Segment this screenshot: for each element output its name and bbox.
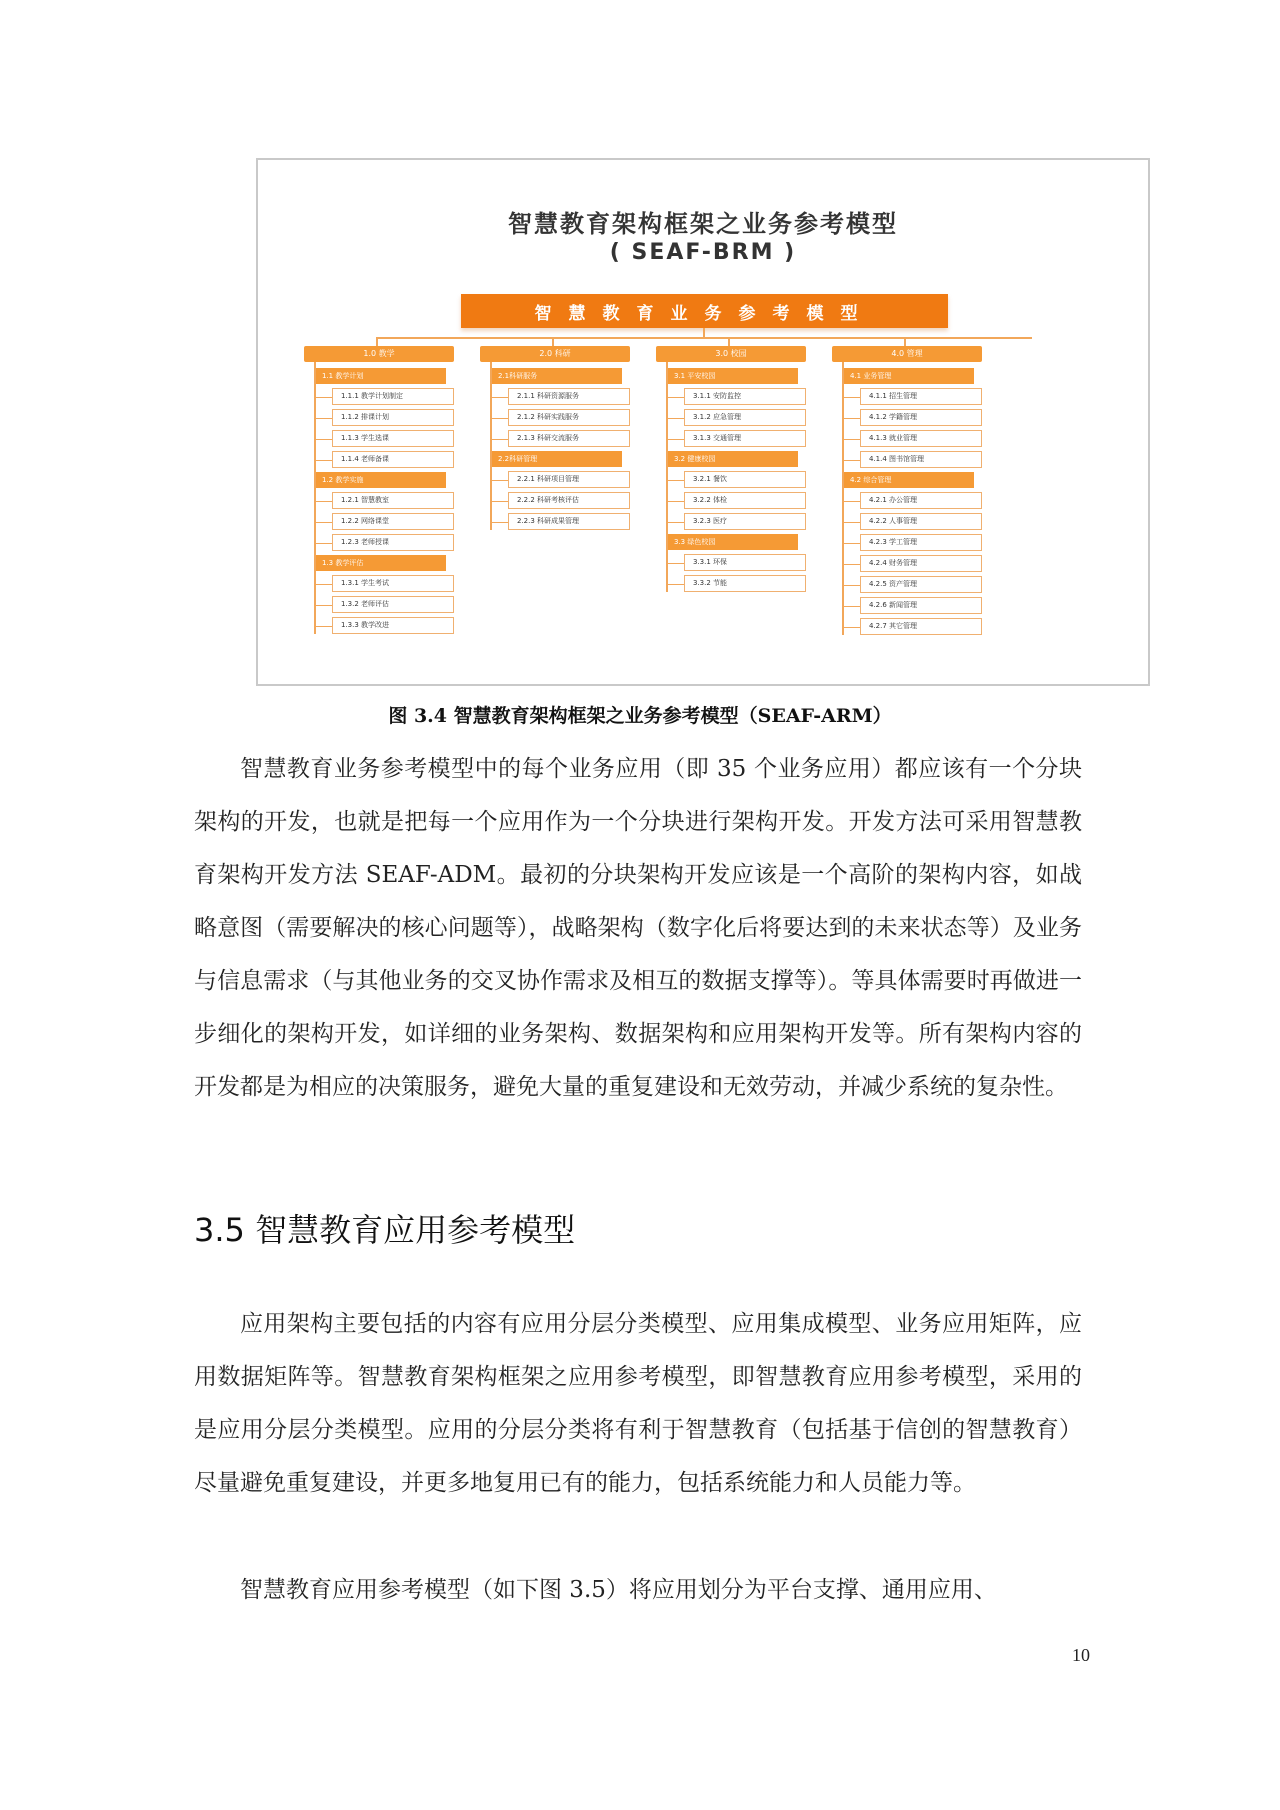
leaf-item: 4.1.3 就业管理 [860, 430, 982, 447]
leaf-item: 4.2.5 资产管理 [860, 576, 982, 593]
leaf-item: 3.2.3 医疗 [684, 513, 806, 530]
leaf-item: 1.3.1 学生考试 [332, 575, 454, 592]
body-paragraph: 应用架构主要包括的内容有应用分层分类模型、应用集成模型、业务应用矩阵，应用数据矩阵等。智慧教育架构框架之应用参考模型，即智慧教育应用参考模型，采用的是应用分层分类模型。应用的分层分类将有利于智慧教育（包括基于信创的智慧教育）尽量避免重复建设，并更多地复用已有的能力，包括系统能力和人员能力等。 [194, 1311, 1082, 1496]
figure-subtitle: ( SEAF-BRM ) [609, 240, 797, 265]
leaf-item: 4.2.2 人事管理 [860, 513, 982, 530]
leaf-item: 1.3.3 教学改进 [332, 617, 454, 634]
group-header: 3.1 平安校园 [668, 368, 798, 384]
leaf-item: 4.1.2 学籍管理 [860, 409, 982, 426]
diagram-column [480, 346, 630, 534]
leaf-item: 1.1.4 老师备课 [332, 451, 454, 468]
leaf-item: 2.1.3 科研交流服务 [508, 430, 630, 447]
section-heading: 3.5 智慧教育应用参考模型 [194, 1211, 576, 1249]
column-header: 4.0 管理 [832, 346, 982, 362]
leaf-item: 1.1.1 教学计划制定 [332, 388, 454, 405]
figure-title: 智慧教育架构框架之业务参考模型 [508, 210, 898, 238]
leaf-item: 1.1.2 排课计划 [332, 409, 454, 426]
leaf-item: 4.1.1 招生管理 [860, 388, 982, 405]
leaf-item: 3.1.3 交通管理 [684, 430, 806, 447]
leaf-item: 4.2.7 其它管理 [860, 618, 982, 635]
group-header: 4.1 业务管理 [844, 368, 974, 384]
leaf-item: 2.1.1 科研资源服务 [508, 388, 630, 405]
leaf-item: 1.1.3 学生选课 [332, 430, 454, 447]
leaf-item: 3.2.2 体检 [684, 492, 806, 509]
group-header: 2.1科研服务 [492, 368, 622, 384]
leaf-item: 1.3.2 老师评估 [332, 596, 454, 613]
leaf-item: 4.2.3 学工管理 [860, 534, 982, 551]
model-banner: 智慧教育业务参考模型 [461, 294, 948, 328]
leaf-item: 1.2.3 老师授课 [332, 534, 454, 551]
leaf-item: 4.2.6 新闻管理 [860, 597, 982, 614]
leaf-item: 2.2.3 科研成果管理 [508, 513, 630, 530]
group-header: 1.3 教学评估 [316, 555, 446, 571]
column-header: 3.0 校园 [656, 346, 806, 362]
group-header: 1.1 教学计划 [316, 368, 446, 384]
diagram-column [304, 346, 454, 638]
group-header: 4.2 综合管理 [844, 472, 974, 488]
leaf-item: 4.2.1 办公管理 [860, 492, 982, 509]
leaf-item: 1.2.1 智慧教室 [332, 492, 454, 509]
column-body [666, 362, 806, 592]
leaf-item: 1.2.2 网络课堂 [332, 513, 454, 530]
leaf-item: 2.2.2 科研考核评估 [508, 492, 630, 509]
leaf-item: 3.3.1 环保 [684, 554, 806, 571]
diagram-column [656, 346, 806, 596]
column-header: 1.0 教学 [304, 346, 454, 362]
column-body [842, 362, 982, 635]
column-body [314, 362, 454, 634]
group-header: 2.2科研管理 [492, 451, 622, 467]
leaf-item: 2.1.2 科研实践服务 [508, 409, 630, 426]
column-header: 2.0 科研 [480, 346, 630, 362]
body-paragraph: 智慧教育业务参考模型中的每个业务应用（即 35 个业务应用）都应该有一个分块架构的开发，也就是把每一个应用作为一个分块进行架构开发。开发方法可采用智慧教育架构开发方法 SEAF-ADM。最初的分块架构开发应该是一个高阶的架构内容，如战略意图（需要解决的核心问题等），战略架构（数字化后将要达到的未来状态等）及业务与信息需求（与其他业务的交叉协作需求及相互的数据支撑等）。等具体需要时再做进一步细化的架构开发，如详细的业务架构、数据架构和应用架构开发等。所有架构内容的开发都是为相应的决策服务，避免大量的重复建设和无效劳动，并减少系统的复杂性。 [194, 756, 1082, 1100]
leaf-item: 2.2.1 科研项目管理 [508, 471, 630, 488]
body-paragraph: 智慧教育应用参考模型（如下图 3.5）将应用划分为平台支撑、通用应用、 [240, 1577, 997, 1603]
group-header: 1.2 教学实施 [316, 472, 446, 488]
columns-connector [376, 337, 1032, 339]
leaf-item: 3.1.2 应急管理 [684, 409, 806, 426]
diagram-column [832, 346, 982, 639]
page-number: 10 [1072, 1645, 1090, 1665]
figure-caption: 图 3.4 智慧教育架构框架之业务参考模型（SEAF-ARM） [388, 705, 892, 727]
leaf-item: 3.3.2 节能 [684, 575, 806, 592]
leaf-item: 3.1.1 安防监控 [684, 388, 806, 405]
leaf-item: 3.2.1 餐饮 [684, 471, 806, 488]
group-header: 3.2 健康校园 [668, 451, 798, 467]
leaf-item: 4.1.4 图书馆管理 [860, 451, 982, 468]
leaf-item: 4.2.4 财务管理 [860, 555, 982, 572]
business-reference-model-figure [256, 158, 1150, 686]
group-header: 3.3 绿色校园 [668, 534, 798, 550]
column-body [490, 362, 630, 530]
